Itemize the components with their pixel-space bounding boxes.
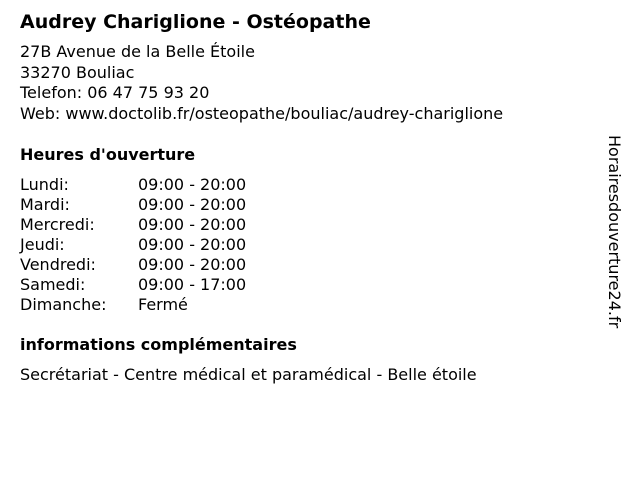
day-label: Vendredi: (20, 255, 96, 274)
contact-block (20, 42, 600, 124)
day-label: Mercredi: (20, 215, 95, 234)
site-brand-vertical[interactable]: Horairesdouverture24.fr (605, 135, 624, 329)
address-street: 27B Avenue de la Belle Étoile (20, 42, 255, 61)
hours-row-friday (20, 255, 600, 275)
business-card (20, 10, 600, 385)
day-label: Lundi: (20, 175, 69, 194)
info-text: Secrétariat - Centre médical et paramédical - Belle étoile (20, 365, 477, 384)
time-value: 09:00 - 20:00 (138, 235, 247, 254)
info-heading: informations complémentaires (20, 335, 297, 354)
hours-row-wednesday (20, 215, 600, 235)
day-label: Dimanche: (20, 295, 107, 314)
time-value: 09:00 - 17:00 (138, 275, 247, 294)
hours-row-monday (20, 175, 600, 195)
website-link[interactable]: Web: www.doctolib.fr/osteopathe/bouliac/audrey-chariglione (20, 103, 504, 123)
hours-table (20, 175, 600, 315)
time-value: Fermé (138, 295, 188, 314)
day-label: Mardi: (20, 195, 70, 214)
hours-row-thursday (20, 235, 600, 255)
day-label: Jeudi: (20, 235, 65, 254)
time-value: 09:00 - 20:00 (138, 255, 247, 274)
address-city: 33270 Bouliac (20, 62, 135, 82)
phone-number: Telefon: 06 47 75 93 20 (20, 83, 210, 102)
time-value: 09:00 - 20:00 (138, 175, 247, 194)
hours-heading: Heures d'ouverture (20, 145, 196, 164)
time-value: 09:00 - 20:00 (138, 195, 247, 214)
hours-row-sunday (20, 295, 600, 315)
hours-row-saturday (20, 275, 600, 295)
day-label: Samedi: (20, 275, 86, 294)
business-title: Audrey Chariglione - Ostéopathe (20, 11, 371, 33)
hours-row-tuesday (20, 195, 600, 215)
time-value: 09:00 - 20:00 (138, 215, 247, 234)
